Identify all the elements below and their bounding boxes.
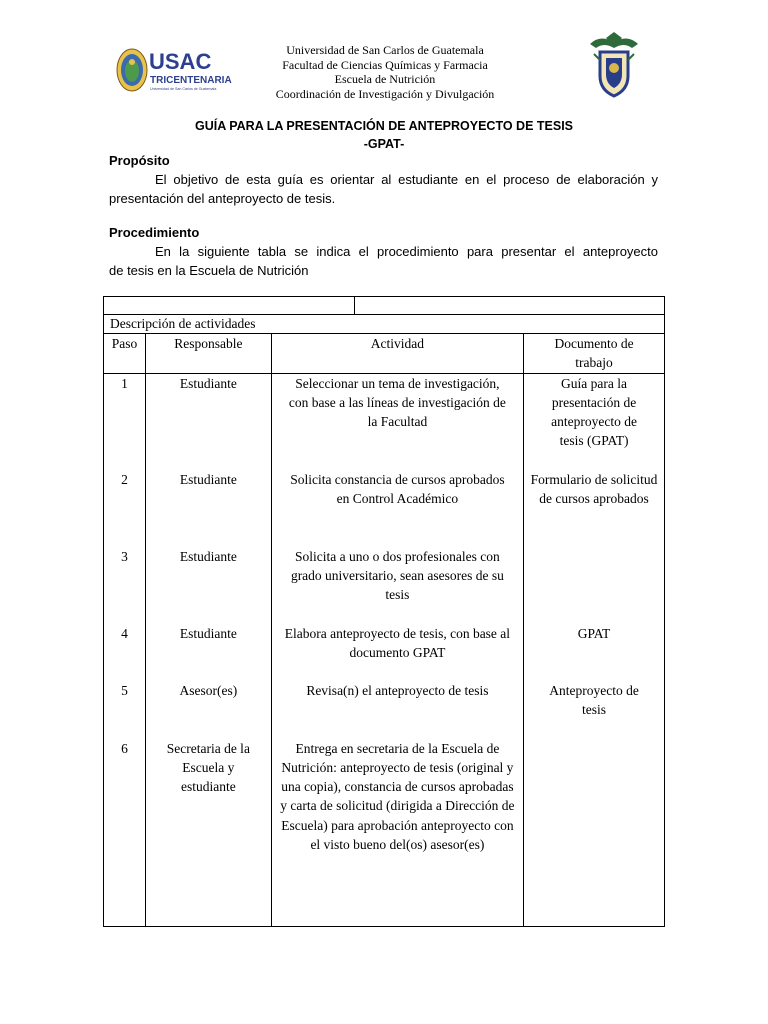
document-5: Anteproyecto de tesis <box>549 682 639 717</box>
document-4: GPAT <box>577 625 611 641</box>
header-document-text: Documento de trabajo <box>554 336 634 371</box>
procedure-paragraph <box>109 243 658 280</box>
responsible-4: Estudiante <box>179 625 237 641</box>
document-2: Formulario de solicitud de cursos aprobados <box>530 471 658 506</box>
purpose-paragraph <box>109 171 658 208</box>
document-1: Guía para la presentación de anteproyecto de tesis (GPAT) <box>551 375 637 449</box>
header-document <box>524 334 665 374</box>
purpose-line-2: presentación del anteproyecto de tesis. <box>109 190 336 206</box>
table-caption: Descripción de actividades <box>104 315 665 334</box>
activity-column <box>271 373 523 926</box>
step-column <box>104 373 146 926</box>
header-line-coordination: Coordinación de Investigación y Divulgación <box>275 86 495 101</box>
procedure-line-2: de tesis en la Escuela de Nutrición <box>109 262 309 278</box>
document-column <box>524 373 665 926</box>
header-line-university: Universidad de San Carlos de Guatemala <box>286 43 484 57</box>
header-line-school: Escuela de Nutrición <box>334 72 436 87</box>
procedure-heading: Procedimiento <box>109 225 200 240</box>
document-subtitle: -GPAT- <box>363 137 405 151</box>
responsible-2: Estudiante <box>179 471 237 487</box>
usac-logo <box>116 44 232 96</box>
step-6: 6 <box>121 740 128 756</box>
purpose-heading: Propósito <box>109 153 170 168</box>
table-empty-row <box>104 297 665 315</box>
table-empty-cell <box>104 297 355 315</box>
responsible-1: Estudiante <box>179 375 237 391</box>
step-3: 3 <box>121 548 128 564</box>
table-caption-row <box>104 315 665 334</box>
table-empty-cell <box>354 297 664 315</box>
table-body-row <box>104 373 665 926</box>
nutrition-school-crest-icon <box>584 30 644 100</box>
responsible-column <box>145 373 271 926</box>
responsible-6: Secretaria de la Escuela y estudiante <box>166 740 250 795</box>
step-1: 1 <box>121 375 128 391</box>
document-title: GUÍA PARA LA PRESENTACIÓN DE ANTEPROYECTO DE TESIS <box>194 119 574 133</box>
step-4: 4 <box>121 625 128 641</box>
activities-table <box>103 296 665 927</box>
table-header-row <box>104 334 665 374</box>
activity-6: Entrega en secretaria de la Escuela de Nutrición: anteproyecto de tesis (original y una copia), constancia de cursos aprobadas y carta de solicitud (dirigida a Dirección de Escuela) para aprobación anteproyecto con el visto bueno del(os) asesor(es) <box>280 740 515 853</box>
purpose-line-1: El objetivo de esta guía es orientar al estudiante en el proceso de elaboración y <box>155 172 658 187</box>
activity-1: Seleccionar un tema de investigación, con base a las líneas de investigación de la Facultad <box>288 375 506 430</box>
activity-3: Solicita a uno o dos profesionales con grado universitario, sean asesores de su tesis <box>290 548 504 603</box>
activity-4: Elabora anteproyecto de tesis, con base al documento GPAT <box>284 625 511 660</box>
header-responsible: Responsable <box>145 334 271 374</box>
activity-2: Solicita constancia de cursos aprobados en Control Académico <box>290 471 505 506</box>
institution-header <box>240 43 530 101</box>
header-step: Paso <box>104 334 146 374</box>
usac-logo-caption: Universidad de San Carlos de Guatemala <box>150 87 217 91</box>
usac-logo-subtitle: TRICENTENARIA <box>150 75 232 86</box>
header-line-faculty: Facultad de Ciencias Químicas y Farmacia <box>282 57 488 72</box>
step-5: 5 <box>121 682 128 698</box>
responsible-5: Asesor(es) <box>179 682 238 698</box>
activity-5: Revisa(n) el anteproyecto de tesis <box>306 682 489 698</box>
responsible-3: Estudiante <box>179 548 237 564</box>
header-activity: Actividad <box>271 334 523 374</box>
step-2: 2 <box>121 471 128 487</box>
procedure-line-1: En la siguiente tabla se indica el procedimiento para presentar el anteproyecto <box>155 244 658 259</box>
usac-logo-brand: USAC <box>149 49 212 74</box>
